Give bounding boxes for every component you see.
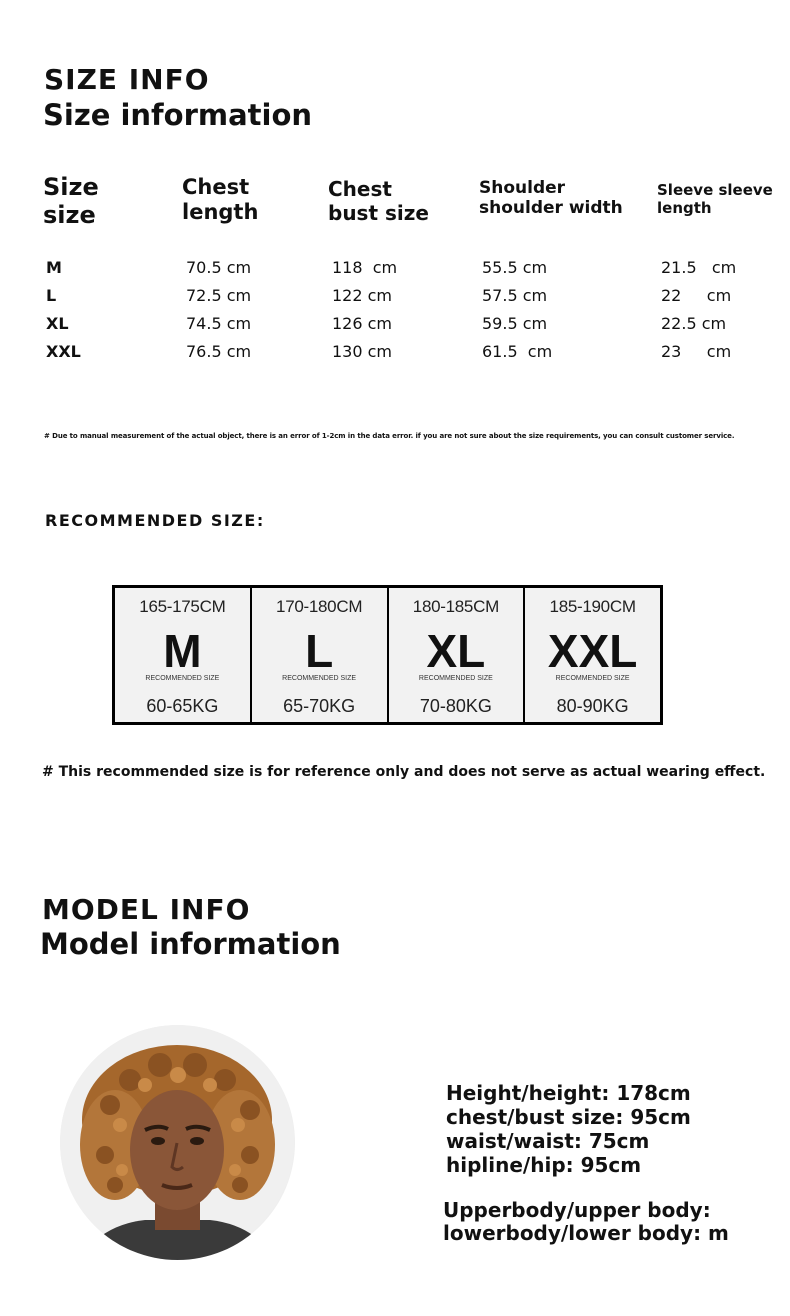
row-xl-chest-length: 74.5 cm <box>186 314 252 333</box>
col-header-sleeve <box>657 181 773 217</box>
row-xl-bust: 126 cm <box>332 314 393 333</box>
size-letter: XL <box>426 625 486 677</box>
row-xl-size: XL <box>46 314 69 333</box>
recommended-cell-m <box>115 588 252 722</box>
model-lower-body: lowerbody/lower body: m <box>443 1221 729 1245</box>
row-l-chest-length: 72.5 cm <box>186 286 252 305</box>
measurement-note: # Due to manual measurement of the actual object, there is an error of 1-2cm in the data error. if you are not sure about the size requirements, you can consult customer service. <box>44 432 735 440</box>
model-upper-body: Upperbody/upper body: <box>443 1198 711 1222</box>
col-header-shoulder-line2: shoulder width <box>479 198 623 218</box>
col-header-bust-size-line1: Chest <box>328 177 392 201</box>
col-header-size <box>43 173 99 229</box>
recommended-cell-xxl <box>525 588 660 722</box>
col-header-chest-length-line2: length <box>182 200 259 224</box>
weight-range: 70-80KG <box>419 696 492 716</box>
model-height: Height/height: 178cm <box>446 1081 691 1105</box>
row-l-sleeve: 22 cm <box>661 286 732 305</box>
col-header-shoulder-line1: Shoulder <box>479 178 566 198</box>
row-l-bust: 122 cm <box>332 286 393 305</box>
col-header-bust-size <box>328 177 429 225</box>
row-xxl-chest-length: 76.5 cm <box>186 342 252 361</box>
model-waist: waist/waist: 75cm <box>446 1129 650 1153</box>
row-l-size: L <box>46 286 57 305</box>
model-portrait-image <box>60 1025 295 1260</box>
model-info-subtitle: Model information <box>40 927 341 961</box>
weight-range: 80-90KG <box>556 696 629 716</box>
row-xxl-shoulder: 61.5 cm <box>482 342 553 361</box>
col-header-sleeve-line1: Sleeve sleeve <box>657 181 773 199</box>
row-xxl-size: XXL <box>46 342 81 361</box>
recommended-label: RECOMMENDED SIZE <box>418 675 493 682</box>
recommended-table <box>112 585 663 725</box>
col-header-sleeve-line2: length <box>657 199 712 217</box>
size-info-subtitle: Size information <box>43 98 313 132</box>
recommended-label: RECOMMENDED SIZE <box>145 675 220 682</box>
col-header-size-line1: Size <box>43 173 99 201</box>
row-m-size: M <box>46 258 62 277</box>
col-header-bust-size-line2: bust size <box>328 201 429 225</box>
row-m-bust: 118 cm <box>332 258 398 277</box>
height-range: 185-190CM <box>549 597 636 616</box>
row-m-sleeve: 21.5 cm <box>661 258 737 277</box>
recommended-cell-xl <box>389 588 526 722</box>
recommended-label: RECOMMENDED SIZE <box>282 675 357 682</box>
recommended-note: # This recommended size is for reference only and does not serve as actual wearing effect. <box>42 764 766 780</box>
row-xl-shoulder: 59.5 cm <box>482 314 548 333</box>
recommended-cell-l <box>252 588 389 722</box>
row-m-shoulder: 55.5 cm <box>482 258 548 277</box>
size-letter: L <box>305 625 334 677</box>
size-letter: M <box>163 625 202 677</box>
height-range: 180-185CM <box>412 597 499 616</box>
size-letter: XXL <box>547 625 638 677</box>
row-xxl-sleeve: 23 cm <box>661 342 732 361</box>
col-header-size-line2: size <box>43 201 96 229</box>
col-header-shoulder <box>479 178 623 218</box>
model-info-title: MODEL INFO <box>42 893 251 926</box>
weight-range: 60-65KG <box>146 696 219 716</box>
model-photo <box>60 1025 295 1260</box>
row-l-shoulder: 57.5 cm <box>482 286 548 305</box>
row-m-chest-length: 70.5 cm <box>186 258 252 277</box>
model-hip: hipline/hip: 95cm <box>446 1153 642 1177</box>
height-range: 165-175CM <box>139 597 226 616</box>
row-xxl-bust: 130 cm <box>332 342 393 361</box>
row-xl-sleeve: 22.5 cm <box>661 314 727 333</box>
height-range: 170-180CM <box>276 597 363 616</box>
weight-range: 65-70KG <box>283 696 356 716</box>
recommended-label: RECOMMENDED SIZE <box>555 675 630 682</box>
model-chest: chest/bust size: 95cm <box>446 1105 691 1129</box>
col-header-chest-length <box>182 175 258 225</box>
recommended-title: RECOMMENDED SIZE: <box>45 511 265 530</box>
col-header-chest-length-line1: Chest <box>182 175 250 199</box>
size-info-title: SIZE INFO <box>44 63 210 96</box>
